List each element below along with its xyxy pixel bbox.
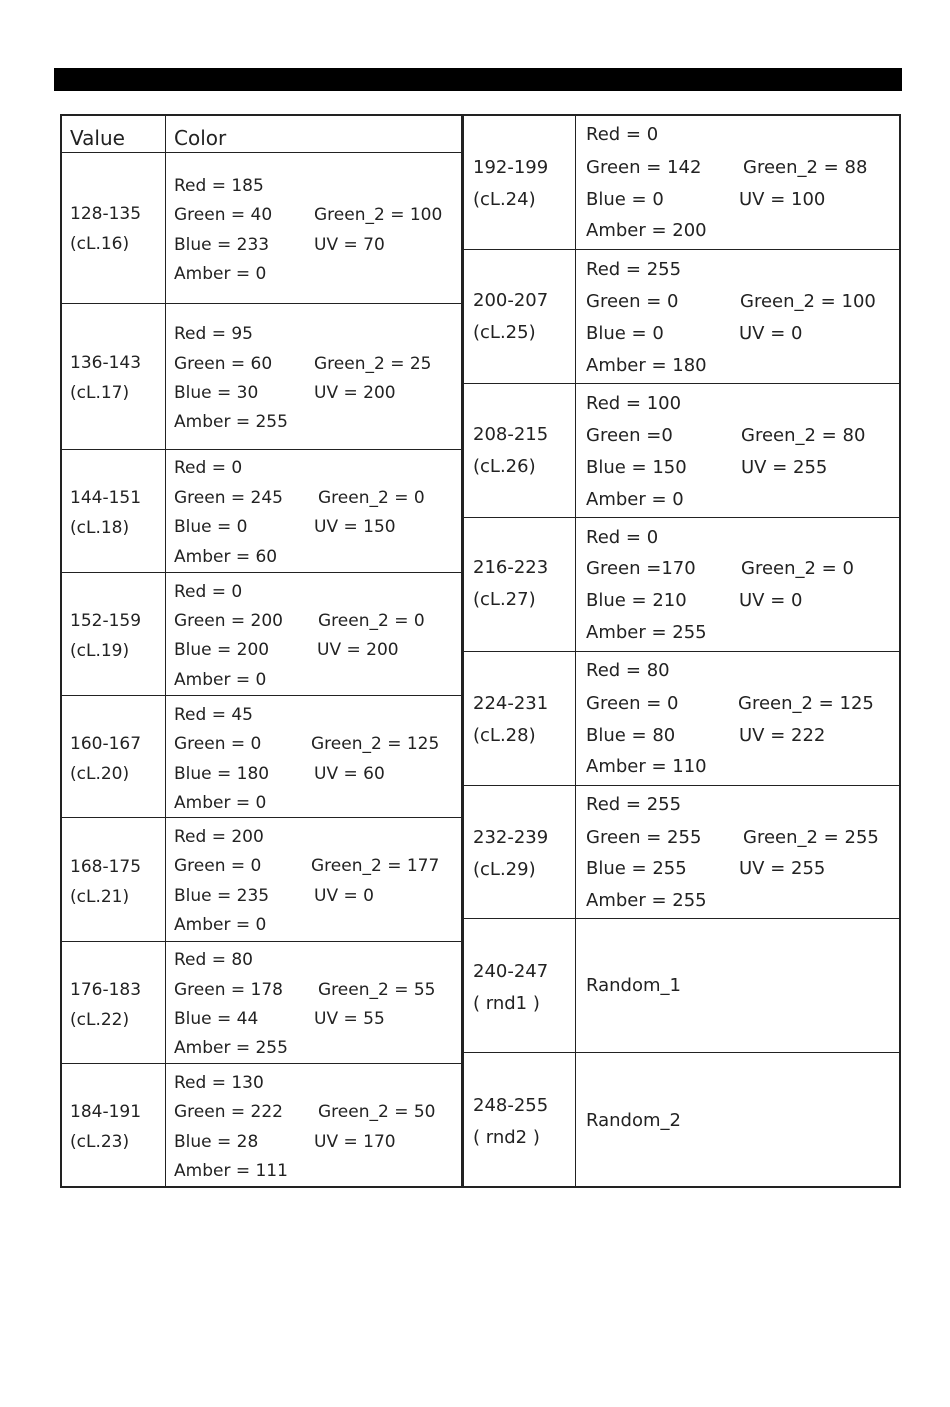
green2-value: Green_2 = 80 [741,425,866,446]
value-header: Value [70,126,125,150]
green-value: Green =0 [586,425,673,446]
dmx-range: 248-255 [473,1095,549,1116]
color-cell [576,384,899,517]
green2-value: Green_2 = 177 [311,856,440,876]
dmx-range: 216-223 [473,557,549,578]
blue-value: Blue = 30 [174,383,259,403]
uv-value: UV = 0 [314,886,374,906]
dmx-range: 200-207 [473,290,549,311]
color-code: ( rnd1 ) [473,993,540,1014]
amber-value: Amber = 180 [586,355,707,376]
uv-value: UV = 0 [739,323,803,344]
uv-value: UV = 55 [314,1009,385,1029]
dmx-range: 160-167 [70,734,142,754]
color-code: (cL.17) [70,383,130,403]
color-cell [166,450,461,572]
color-cell [576,250,899,383]
dmx-range: 184-191 [70,1102,142,1122]
green-value: Green = 60 [174,354,273,374]
blue-value: Blue = 28 [174,1132,259,1152]
green-value: Green = 0 [174,856,262,876]
uv-value: UV = 0 [739,590,803,611]
color-code: (cL.25) [473,322,536,343]
green2-value: Green_2 = 125 [738,693,874,714]
table-row [62,818,461,942]
color-code: (cL.21) [70,887,130,907]
green-value: Green = 200 [174,611,283,631]
amber-value: Amber = 0 [174,915,267,935]
table-row [62,696,461,818]
dmx-range: 144-151 [70,488,142,508]
dmx-range: 168-175 [70,857,142,877]
uv-value: UV = 200 [317,640,399,660]
value-cell [62,1064,166,1188]
color-table-right [462,114,901,1188]
table-row [62,942,461,1064]
amber-value: Amber = 0 [586,489,684,510]
table-row [62,573,461,696]
red-value: Red = 255 [586,794,682,815]
blue-value: Blue = 80 [586,725,676,746]
value-cell [62,942,166,1063]
color-code: (cL.24) [473,189,536,210]
green2-value: Green_2 = 255 [743,827,879,848]
value-cell [62,818,166,941]
uv-value: UV = 200 [314,383,396,403]
green-value: Green =170 [586,558,696,579]
amber-value: Amber = 0 [174,670,267,690]
green-value: Green = 0 [586,693,679,714]
value-cell [62,450,166,572]
green-value: Green = 222 [174,1102,283,1122]
table-row [464,518,899,652]
red-value: Red = 0 [586,527,659,548]
green2-value: Green_2 = 25 [314,354,432,374]
red-value: Red = 200 [174,827,264,847]
dmx-range: 128-135 [70,204,142,224]
green-value: Green = 178 [174,980,283,1000]
color-code: ( rnd2 ) [473,1127,540,1148]
dmx-range: 232-239 [473,827,549,848]
red-value: Red = 185 [174,176,264,196]
color-cell [576,116,899,249]
value-cell [62,696,166,817]
color-cell [576,919,899,1052]
green2-value: Green_2 = 88 [743,157,868,178]
table-row [464,250,899,384]
red-value: Red = 45 [174,705,253,725]
uv-value: UV = 150 [314,517,396,537]
uv-value: UV = 100 [739,189,826,210]
value-cell [62,573,166,695]
green-value: Green = 0 [174,734,262,754]
value-cell [464,1053,576,1188]
color-code: (cL.26) [473,456,536,477]
blue-value: Blue = 210 [586,590,687,611]
green-value: Green = 142 [586,157,702,178]
amber-value: Amber = 255 [174,412,288,432]
value-cell [464,116,576,249]
green-value: Green = 0 [586,291,679,312]
color-cell [166,942,461,1063]
color-cell [166,696,461,817]
table-row [62,304,461,450]
top-bar [54,68,902,91]
color-code: (cL.16) [70,234,130,254]
amber-value: Amber = 111 [174,1161,288,1181]
color-cell [166,153,461,303]
blue-value: Blue = 255 [586,858,687,879]
uv-value: UV = 255 [741,457,828,478]
blue-value: Blue = 44 [174,1009,259,1029]
uv-value: UV = 255 [739,858,826,879]
blue-value: Blue = 180 [174,764,270,784]
dmx-range: 176-183 [70,980,142,1000]
table-header [62,116,461,153]
amber-value: Amber = 60 [174,547,278,567]
green2-value: Green_2 = 100 [740,291,876,312]
table-row [464,919,899,1053]
color-code: (cL.19) [70,641,130,661]
color-table-left [60,114,463,1188]
value-cell [464,250,576,383]
green2-value: Green_2 = 100 [314,205,443,225]
uv-value: UV = 70 [314,235,385,255]
color-code: (cL.23) [70,1132,130,1152]
value-cell [464,652,576,785]
amber-value: Amber = 255 [586,890,707,911]
dmx-range: 152-159 [70,611,142,631]
amber-value: Amber = 0 [174,793,267,813]
color-cell [166,304,461,449]
table-row [464,786,899,919]
color-cell [166,573,461,695]
color-code: (cL.29) [473,859,536,880]
dmx-range: 192-199 [473,157,549,178]
color-code: (cL.18) [70,518,130,538]
value-cell [464,786,576,918]
green2-value: Green_2 = 0 [318,611,425,631]
color-code: (cL.27) [473,589,536,610]
value-cell [62,153,166,303]
red-value: Red = 80 [174,950,253,970]
color-cell [166,1064,461,1188]
green2-value: Green_2 = 0 [318,488,425,508]
color-cell [576,1053,899,1188]
red-value: Red = 0 [174,458,243,478]
red-value: Red = 130 [174,1073,264,1093]
value-cell [464,384,576,517]
blue-value: Blue = 0 [174,517,248,537]
red-value: Red = 255 [586,259,682,280]
color-header-cell [166,116,461,152]
red-value: Red = 100 [586,393,682,414]
random-label: Random_1 [586,975,681,996]
blue-value: Blue = 233 [174,235,270,255]
color-cell [576,518,899,651]
value-cell [464,919,576,1052]
table-row [464,116,899,250]
amber-value: Amber = 0 [174,264,267,284]
color-header: Color [174,126,227,150]
value-header-cell [62,116,166,152]
table-row [62,450,461,573]
table-row [464,652,899,786]
blue-value: Blue = 150 [586,457,687,478]
color-code: (cL.20) [70,764,130,784]
table-row [464,1053,899,1188]
green-value: Green = 255 [586,827,702,848]
blue-value: Blue = 0 [586,323,664,344]
green2-value: Green_2 = 0 [741,558,854,579]
dmx-range: 240-247 [473,961,549,982]
dmx-range: 136-143 [70,353,142,373]
color-code: (cL.28) [473,725,536,746]
uv-value: UV = 60 [314,764,385,784]
uv-value: UV = 222 [739,725,826,746]
table-row [62,1064,461,1188]
amber-value: Amber = 255 [586,622,707,643]
color-code: (cL.22) [70,1010,130,1030]
green-value: Green = 40 [174,205,273,225]
blue-value: Blue = 0 [586,189,664,210]
red-value: Red = 0 [174,582,243,602]
table-row [62,153,461,304]
table-row [464,384,899,518]
uv-value: UV = 170 [314,1132,396,1152]
dmx-range: 208-215 [473,424,549,445]
blue-value: Blue = 235 [174,886,270,906]
red-value: Red = 95 [174,324,253,344]
value-cell [62,304,166,449]
color-cell [166,818,461,941]
green2-value: Green_2 = 125 [311,734,440,754]
value-cell [464,518,576,651]
green2-value: Green_2 = 55 [318,980,436,1000]
red-value: Red = 0 [586,124,659,145]
blue-value: Blue = 200 [174,640,270,660]
dmx-range: 224-231 [473,693,549,714]
color-cell [576,652,899,785]
random-label: Random_2 [586,1110,681,1131]
amber-value: Amber = 200 [586,220,707,241]
amber-value: Amber = 255 [174,1038,288,1058]
color-cell [576,786,899,918]
red-value: Red = 80 [586,660,670,681]
green2-value: Green_2 = 50 [318,1102,436,1122]
green-value: Green = 245 [174,488,283,508]
amber-value: Amber = 110 [586,756,707,777]
